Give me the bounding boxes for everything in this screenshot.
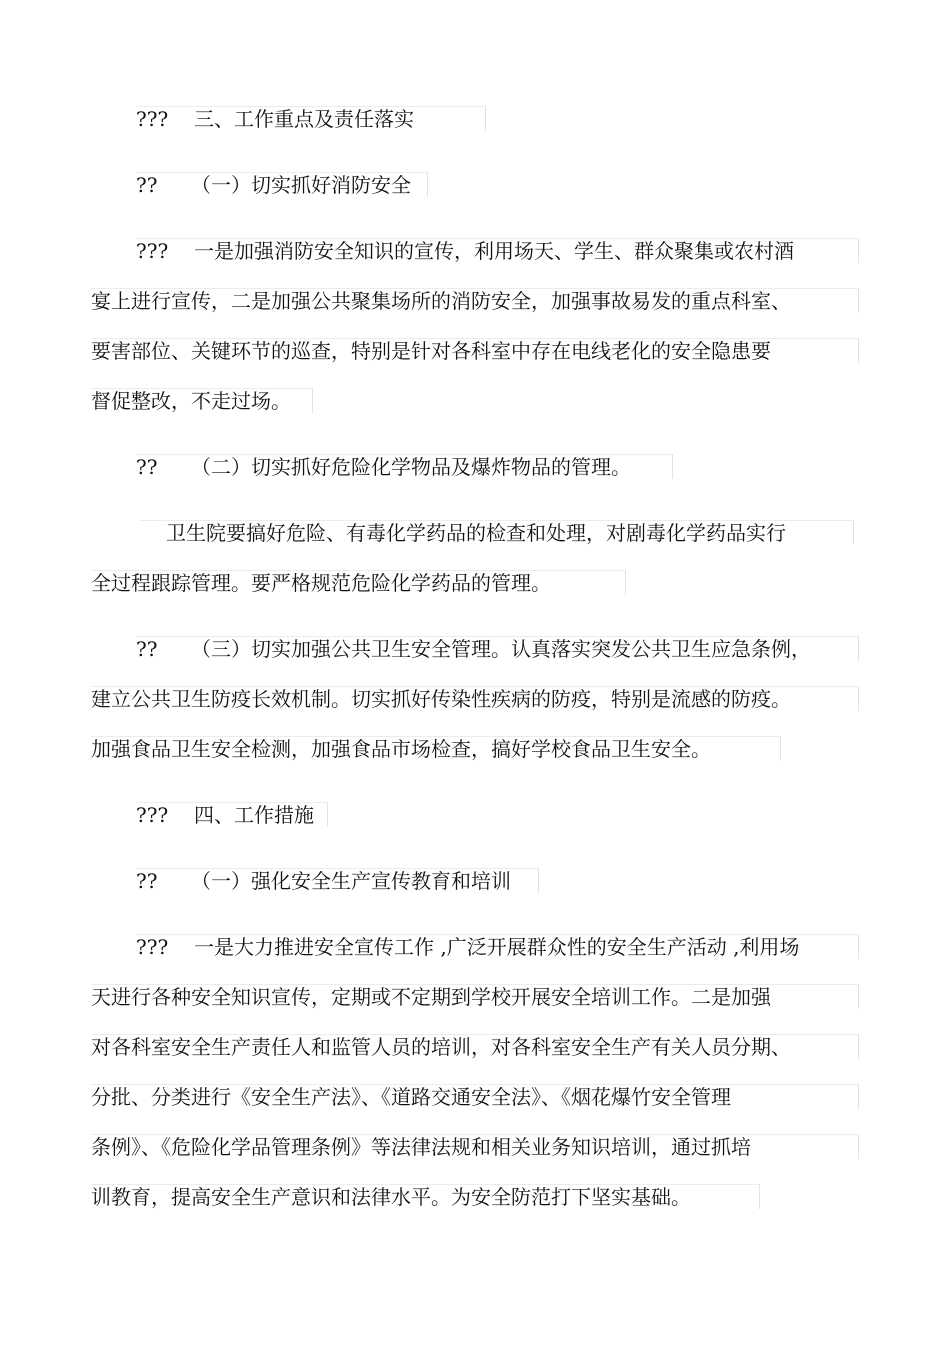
section-heading-4 [136,802,328,827]
line-text: 一是大力推进安全宣传工作 ,广泛开展群众性的安全生产活动 ,利用场 [194,935,800,959]
line-prefix: ?? [136,455,158,479]
line-text: 卫生院要搞好危险、有毒化学药品的检查和处理，对剧毒化学药品实行 [166,521,786,545]
paragraph-line [91,736,781,761]
line-text: 建立公共卫生防疫长效机制。切实抓好传染性疾病的防疫，特别是流感的防疫。 [91,687,791,711]
line-text: 条例》、《危险化学品管理条例》等法律法规和相关业务知识培训，通过抓培 [91,1135,751,1159]
line-text: 天进行各种安全知识宣传，定期或不定期到学校开展安全培训工作。二是加强 [91,985,771,1009]
paragraph-line [140,520,854,544]
line-prefix: ??? [136,107,169,131]
subheading-3-2 [136,454,673,479]
paragraph-line [91,1184,760,1209]
paragraph-line [91,288,859,313]
line-text: 全过程跟踪管理。要严格规范危险化学药品的管理。 [91,571,551,595]
line-text: 宴上进行宣传，二是加强公共聚集场所的消防安全，加强事故易发的重点科室、 [91,289,791,313]
subheading-3-1 [136,172,428,197]
paragraph-line [91,1034,859,1059]
paragraph-line [91,1134,859,1159]
line-text: 一是加强消防安全知识的宣传，利用场天、学生、群众聚集或农村酒 [194,239,794,263]
line-text: 训教育，提高安全生产意识和法律水平。为安全防范打下坚实基础。 [91,1185,691,1209]
paragraph-line [91,338,859,363]
line-text: （一）强化安全生产宣传教育和培训 [191,869,511,893]
paragraph-line [91,984,859,1009]
paragraph-line [91,570,626,595]
line-text: （三）切实加强公共卫生安全管理。认真落实突发公共卫生应急条例， [191,637,811,661]
line-text: 加强食品卫生安全检测，加强食品市场检查，搞好学校食品卫生安全。 [91,737,711,761]
subheading-4-1 [136,868,539,893]
paragraph-line [136,238,859,263]
paragraph-line [91,388,313,413]
line-prefix: ?? [136,173,158,197]
paragraph-line [91,686,859,711]
line-text: 要害部位、关键环节的巡查，特别是针对各科室中存在电线老化的安全隐患要 [91,339,771,363]
line-text: （一）切实抓好消防安全 [191,173,411,197]
line-text: 分批、分类进行《安全生产法》、《道路交通安全法》、《烟花爆竹安全管理 [91,1085,731,1109]
line-prefix: ??? [136,935,169,959]
line-text: 三、工作重点及责任落实 [194,107,414,131]
line-text: 四、工作措施 [194,803,314,827]
section-heading-3 [136,106,486,131]
line-text: （二）切实抓好危险化学物品及爆炸物品的管理。 [191,455,631,479]
paragraph-line [136,934,859,959]
line-text: 督促整改，不走过场。 [91,389,291,413]
line-prefix: ?? [136,637,158,661]
line-prefix: ?? [136,869,158,893]
line-prefix: ??? [136,803,169,827]
paragraph-line [136,636,859,661]
line-text: 对各科室安全生产责任人和监管人员的培训，对各科室安全生产有关人员分期、 [91,1035,791,1059]
paragraph-line [91,1084,859,1109]
line-prefix: ??? [136,239,169,263]
